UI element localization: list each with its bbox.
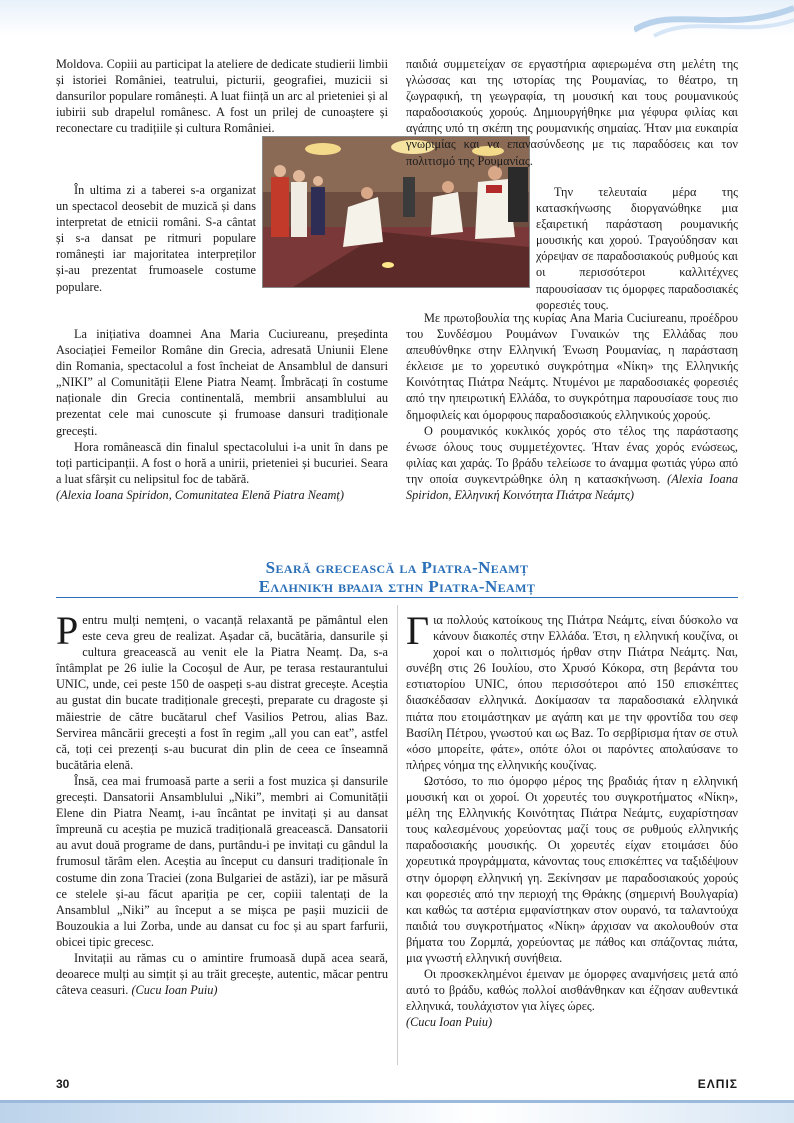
paragraph: La inițiativa doamnei Ana Maria Cuciureanu, președinta Asociației Femeilor Române din Grecia, adresată Uniunii Elene din Romania, spectacolul a fost încheiat de Ansamblul de dansuri „NIKI” al Comunității Elene Piatra Neamț. Îmbrăcați în costume naționale din Grecia continentală, membrii ansamblului au prezentat cele mai cunoscute și frumoase dansuri tradiționale grecești.: [56, 327, 388, 438]
top-left-column-lower: [56, 326, 388, 503]
paragraph: Ωστόσο, το πιο όμορφο μέρος της βραδιάς ήταν η ελληνική μουσική και οι χοροί. Οι χορευτές του συγκροτήματος «Νίκη», μέλη της Ελληνικής Κοινότητας Πιάτρα Νεάμτς, ευχαρίστησαν τους καλεσμένους χορεύοντας μαζί τους σε ρυθμούς ελληνικής παραδοσιακής μουσικής. Οι χορευτές είχαν ετοιμάσει δύο χορευτικά προγράμματα, κάνοντας τους επισκέπτες να ταξιδέψουν στην όμορφη ελληνική γη. Ξεκίνησαν με παραδοσιακούς χορούς και φορεσιές από την περιοχή της Θράκης (σημερινή Βουλγαρία) και καθώς τα αστέρια εμφανίστηκαν στον ουρανό, τα ταλαντούχα παιδιά του συγκροτήματος «Νίκη» άρχισαν να ακολουθούν στα βήματα του Ζορμπά, χορεύοντας με πάθος και σπάζοντας πιάτα, μια γνωστή ελληνική συνήθεια.: [406, 773, 738, 965]
paragraph-text: Ο ρουμανικός κυκλικός χορός στο τέλος της παράστασης ένωσε όλους τους συμμετέχοντες. Ήταν ένας χορός ενώσεως, φιλίας και χαράς. Το βράδυ τελείωσε το άναμμα φωτιάς γύρω από την οποία συγκεντρώθηκε όλη η κατασκήνωση.: [406, 423, 738, 486]
article-headline: [0, 558, 794, 596]
paragraph: [56, 950, 388, 998]
paragraph: Την τελευταία μέρα της κατασκήνωσης διοργανώθηκε μια εξαιρετική παράσταση ρουμανικής μουσικής και χορού. Τραγούδησαν και χόρεψαν σε παραδοσιακούς ρυθμούς και οι περισσότεροι καλλιτέχνες παρουσίασαν τις όμορφες παραδοσιακές φορεσιές τους.: [536, 185, 738, 312]
paragraph-text: entru mulți nemțeni, o vacanță relaxantă pe pământul elen este ceva greu de realizat. Așadar că, bucătăria, dansurile și cultura greacească au venit ele la Piatra Neamț. Da, s-a întâmplat pe 26 iulie la Cocoșul de Aur, pe terasa restaurantului UNIC, unde, cei peste 150 de oaspeți s-au distrat grecește. Aceștia au gustat din bucate tradiționale grecești, preparate cu dragoste și măiestrie de către bucătarul chef Vasilios Petrou, alias Baz. Servirea mâncării grecești a fost în regim „all you can eat”, astfel că, toți cei prezenți s-au bucurat din plin de ceea ce înseamnă bucătăria elenă.: [56, 613, 388, 772]
paragraph: Οι προσκεκλημένοι έμειναν με όμορφες αναμνήσεις μετά από αυτό το βράδυ, καθώς πολλοί αισθάνθηκαν και έζησαν αυθεντικά ελληνικά, τουλάχιστον για λίγες ώρες.: [406, 967, 738, 1014]
paragraph: [406, 608, 738, 773]
column-divider: [397, 605, 398, 1065]
top-right-column-upper: [406, 56, 738, 169]
paragraph: [406, 423, 738, 503]
drop-cap: P: [56, 608, 79, 653]
headline-romanian: Seară grecească la Piatra-Neamț: [265, 558, 529, 577]
magazine-name: ΕΛΠΙΣ: [697, 1077, 738, 1091]
credit-text: (Alexia Ioana Spiridon, Comunitatea Elenă Piatra Neamț): [56, 487, 344, 502]
paragraph: Însă, cea mai frumoasă parte a serii a fost muzica și dansurile grecești. Dansatorii Ansamblului „Niki”, membri ai Comunității Elene din Piatra Neamț, i-au încântat pe invitați și au dansat împreună cu aceștia pe muzică tradițională greacească. Dansatorii au avut două programe de dans, purtându-i pe invitați cu gândul la frumosul tărâm elen. Aceștia au început cu dansuri tradiționale în costume din zona Traciei (zona Bulgariei de astăzi), iar pe măsură ce stelele și-au făcut apariția pe cer, copiii talentați de la Ansamblul „Niki” au început a se mișca pe pașii muzicii de Bouzoukia a lui Zorba, unde au dansat cu foc și au spart farfurii, obicei tipic grecesc.: [56, 773, 388, 949]
drop-cap: Γ: [406, 608, 430, 653]
credit: [56, 487, 388, 503]
top-right-column-lower: [406, 310, 738, 503]
paragraph: [56, 608, 388, 773]
credit: [406, 1014, 738, 1030]
paragraph-text: παιδιά συμμετείχαν σε εργαστήρια αφιερωμένα στη μελέτη της γλώσσας και της ιστορίας της Ρουμανίας, το θέατρο, τη ζωγραφική, τη γεωγραφία, τη μουσική και τους ρουμανικούς παραδοσιακούς χορούς. Δημιουργήθηκε μια γέφυρα φιλίας και αγάπης υπό τη σκέπη της ρουμανικής σημαίας. Ήταν μια ευκαιρία γνωριμίας και να επανασύνδεσης με τις παραδόσεις και τον πολιτισμό της Ρουμανίας.: [406, 57, 738, 168]
paragraph: Hora românească din finalul spectacolului i-a unit în dans pe toți participanții. A fost o horă a unirii, prieteniei și bucuriei. Seara a luat sfârșit cu nelipsitul foc de tabără.: [56, 439, 388, 486]
top-left-column: [56, 56, 388, 136]
credit-text: (Cucu Ioan Puiu): [406, 1015, 493, 1030]
top-right-column-narrow: [536, 184, 738, 313]
paragraph: În ultima zi a taberei s-a organizat un spectacol deosebit de muzică și dans interpretat de etnicii români. S-a cântat și s-a dansat pe ritmuri populare românești iar majoritatea interpreților și-au prezentat frumoasele costume populare.: [56, 183, 256, 294]
bottom-left-column: [56, 608, 388, 998]
bottom-right-column: [406, 608, 738, 1030]
paragraph: Moldova. Copiii au participat la ateliere de dedicate studierii limbii și istoriei României, teatrului, picturii, geografiei, muzicii si dansurilor populare românești. A luat ființă un arc al prieteniei și al iubirii sub drapelul românesc. A fost un prilej de cunoaștere și reconectare cu tradițiile și cultura României.: [56, 57, 388, 136]
paragraph: [406, 56, 738, 169]
footer-decoration: [0, 1100, 794, 1123]
top-left-column-narrow: [56, 182, 256, 295]
paragraph-text: ια πολλούς κατοίκους της Πιάτρα Νεάμτς, είναι δύσκολο να κάνουν διακοπές στην Ελλάδα. Έτσι, η ελληνική κουζίνα, οι χοροί και ο πολιτισμός ήρθαν στην Πιάτρα Νεάμτς. Ναι, συνέβη στις 26 Ιουλίου, στο Χρυσό Κόκορα, στη βεράντα του εστιατορίου UNIC, όπου περισσότεροι από 150 επισκέπτες διασκέδασαν ελληνικά. Δοκίμασαν τα παραδοσιακά ελληνικά πιάτα που ετοιμάστηκαν με αγάπη και με την φροντίδα του σεφ Βασίλη Πέτρου, γνωστού και ως Baz. Το σερβίρισμα ήταν σε στυλ «όσο μπορείτε, φάτε», οπότε όλοι οι παρόντες απολαύσανε το πλήρες νόημα της ελληνικής κουζίνας.: [406, 613, 738, 772]
page-number: 30: [56, 1077, 70, 1091]
headline-divider: [56, 597, 738, 598]
credit-text: (Alexia Ioana Spiridon, Ελληνική Κοινότητα Πιάτρα Νεάμτς): [406, 471, 738, 503]
header-decoration: [0, 0, 794, 36]
credit-text: (Cucu Ioan Puiu): [131, 983, 218, 998]
paragraph: Με πρωτοβουλία της κυρίας Ana Maria Cuciureanu, προέδρου του Συνδέσμου Ρουμάνων Γυναικών της Ελλάδας που απευθύνθηκε στην Ελληνική Ένωση Ρουμανίας, η παράσταση έκλεισε με το χορευτικό συγκρότημα «Νίκη» της Ελληνικής Κοινότητας Πιάτρα Νεάμτς. Ντυμένοι με παραδοσιακές φορεσιές από την ηπειρωτική Ελλάδα, το συγκρότημα παρουσίασε τους πιο δημοφιλείς και όμορφους παραδοσιακούς ελληνικούς χορούς.: [406, 311, 738, 422]
headline-greek: Ελληνική βραδιά στην Piatra-Neamț: [258, 577, 536, 596]
paragraph-text: Invitații au rămas cu o amintire frumoasă după acea seară, deoarece mulți au simțit și au trăit grecește, autentic, măcar pentru câteva ceasuri.: [56, 950, 388, 998]
header-swirl-ornament: [634, 0, 794, 40]
